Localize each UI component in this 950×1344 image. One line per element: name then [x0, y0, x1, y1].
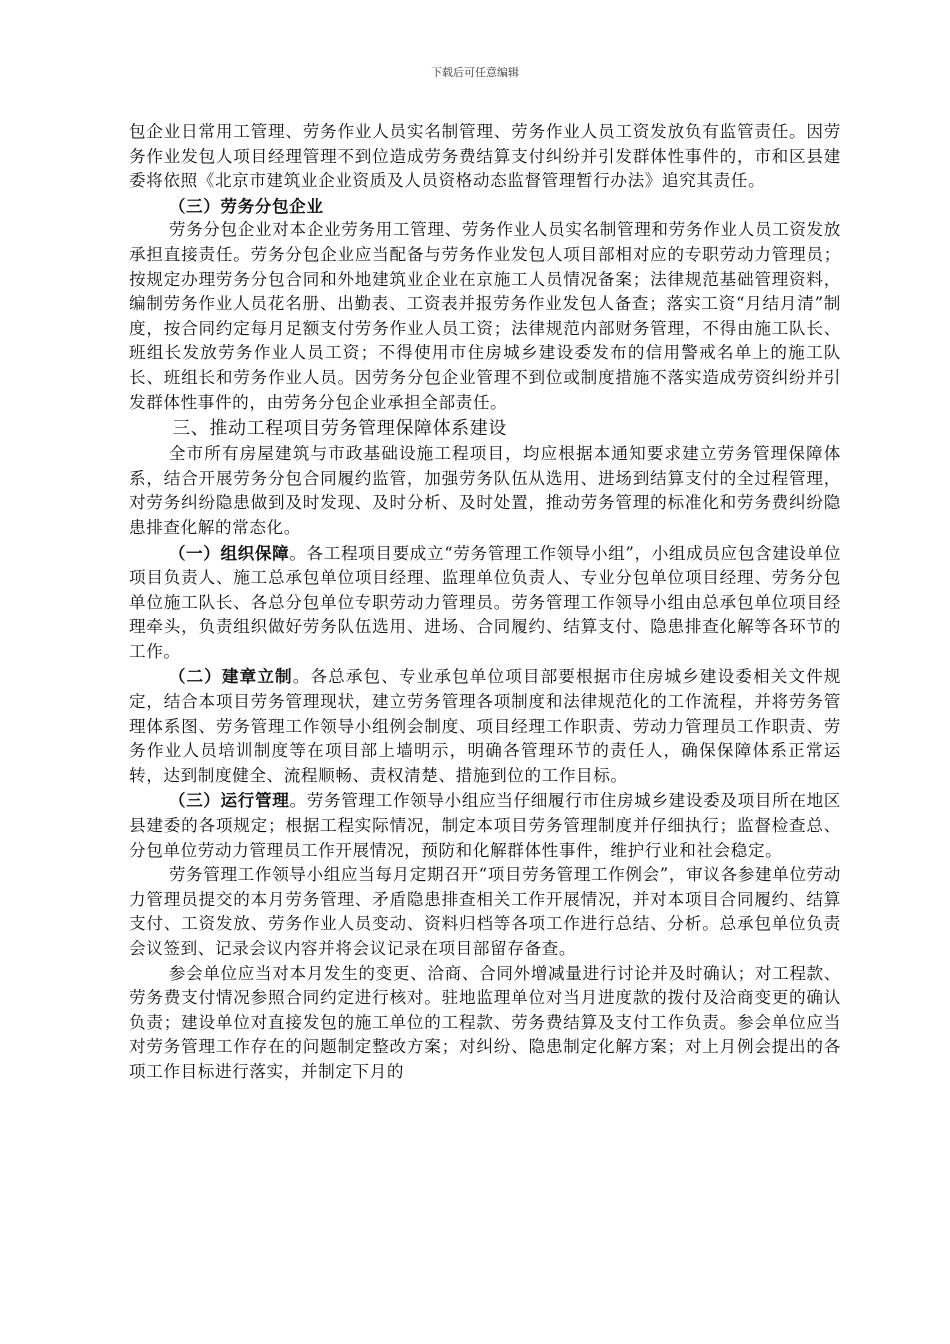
document-body	[129, 120, 841, 1085]
paragraph: 劳务管理工作领导小组应当每月定期召开“项目劳务管理工作例会”，审议各参建单位劳动力管理员提交的本月劳务管理、矛盾隐患排查相关工作开展情况，并对本项目合同履约、结算支付、工资发放、劳务作业人员变动、资料归档等各项工作进行总结、分析。总承包单位负责会议签到、记录会议内容并将会议记录在项目部留存备查。	[129, 865, 841, 958]
paragraph-text: 。各工程项目要成立“劳务管理工作领导小组”，小组成员应包含建设单位项目负责人、施工总承包单位项目经理、监理单位负责人、专业分包单位项目经理、劳务分包单位施工队长、各总分包单位专职劳动力管理员。劳务管理工作领导小组由总承包单位项目经理牵头，负责组织做好劳务队伍选用、进场、合同履约、结算支付、隐患排查化解等各环节的工作。	[129, 543, 842, 661]
paragraph-lead: （一）组织保障	[168, 542, 290, 563]
chapter-heading: 三、推动工程项目劳务管理保障体系建设	[172, 418, 507, 440]
paragraph-lead: （二）建章立制	[168, 666, 293, 687]
paragraph: 全市所有房屋建筑与市政基础设施工程项目，均应根据本通知要求建立劳务管理保障体系，结合开展劳务分包合同履约监管，加强劳务队伍从选用、进场到结算支付的全过程管理，对劳务纠纷隐患做到及时发现、及时分析、及时处置，推动劳务管理的标准化和劳务费纠纷隐患排查化解的常态化。	[129, 444, 841, 537]
paragraph	[129, 788, 841, 863]
paragraph-text: 。劳务管理工作领导小组应当仔细履行市住房城乡建设委及项目所在地区县建委的各项规定；根据工程实际情况，制定本项目劳务管理制度并仔细执行；监督检查总、分包单位劳动力管理员工作开展情况，预防和化解群体性事件，维护行业和社会稳定。	[129, 791, 841, 860]
paragraph: 包企业日常用工管理、劳务作业人员实名制管理、劳务作业人员工资发放负有监管责任。因劳务作业发包人项目经理管理不到位造成劳务费结算支付纠纷并引发群体性事件的，市和区县建委将依照《北京市建筑业企业资质及人员资格动态监督管理暂行办法》追究其责任。	[129, 122, 841, 191]
paragraph: 劳务分包企业对本企业劳务用工管理、劳务作业人员实名制管理和劳务作业人员工资发放承担直接责任。劳务分包企业应当配备与劳务作业发包人项目部相对应的专职劳动力管理员；按规定办理劳务分包合同和外地建筑业企业在京施工人员情况备案；法律规范基础管理资料，编制劳务作业人员花名册、出勤表、工资表并报劳务作业发包人备查；落实工资“月结月清”制度，按合同约定每月足额支付劳务作业人员工资；法律规范内部财务管理，不得由施工队长、班组长发放劳务作业人员工资；不得使用市住房城乡建设委发布的信用警戒名单上的施工队长、班组长和劳务作业人员。因劳务分包企业管理不到位或制度措施不落实造成劳资纠纷并引发群体性事件的，由劳务分包企业承担全部责任。	[129, 220, 841, 412]
paragraph	[129, 664, 841, 788]
paragraph	[129, 541, 841, 665]
paragraph-lead: （三）运行管理	[168, 790, 290, 811]
paragraph-text: 。各总承包、专业承包单位项目部要根据市住房城乡建设委相关文件规定，结合本项目劳务管理现状，建立劳务管理各项制度和法律规范化的工作流程，并将劳务管理体系图、劳务管理工作领导小组例会制度、项目经理工作职责、劳动力管理员工作职责、劳务作业人员培训制度等在项目部上墙明示，明确各管理环节的责任人，确保保障体系正常运转，达到制度健全、流程顺畅、责权清楚、措施到位的工作目标。	[129, 667, 841, 785]
section-heading: （三）劳务分包企业	[168, 195, 324, 216]
page-header: 下载后可任意编辑	[431, 66, 519, 79]
paragraph: 参会单位应当对本月发生的变更、洽商、合同外增减量进行讨论并及时确认；对工程款、劳务费支付情况参照合同约定进行核对。驻地监理单位对当月进度款的拨付及洽商变更的确认负责；建设单位对直接发包的施工单位的工程款、劳务费结算及支付工作负责。参会单位应当对劳务管理工作存在的问题制定整改方案；对纠纷、隐患制定化解方案；对上月例会提出的各项工作目标进行落实，并制定下月的	[129, 963, 841, 1081]
